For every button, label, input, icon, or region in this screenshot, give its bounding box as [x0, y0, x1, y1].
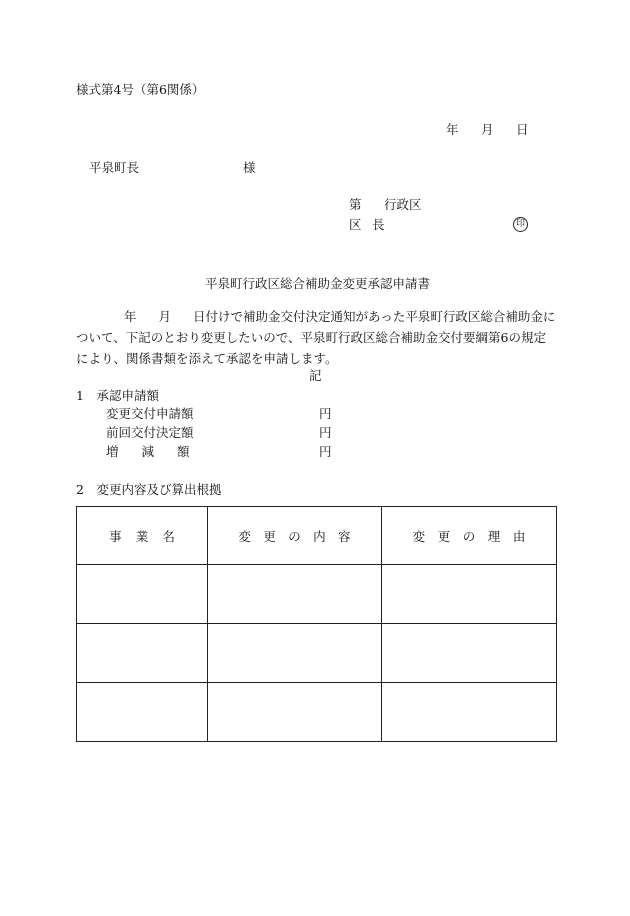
body-paragraph: [76, 306, 556, 369]
body-year: 年: [124, 309, 137, 324]
table-cell[interactable]: [77, 624, 208, 683]
body-month: 月: [158, 309, 172, 324]
row-unit-previous-amount: 円: [319, 425, 332, 440]
table-cell[interactable]: [382, 624, 557, 683]
district-prefix: 第: [349, 197, 362, 212]
row-label-change-amount: 変更交付申請額: [106, 406, 194, 421]
district-suffix: 行政区: [384, 197, 422, 212]
section1-heading: 1 承認申請額: [76, 388, 159, 403]
difference-char-2: 減: [141, 444, 155, 459]
table-cell[interactable]: [208, 624, 382, 683]
addressee-name: 平泉町長: [89, 160, 140, 175]
table-cell[interactable]: [382, 565, 557, 624]
table-cell[interactable]: [382, 683, 557, 742]
body-text: 日付けで補助金交付決定通知があった平泉町行政区総合補助金について、下記のとおり変更したいので、平泉町行政区総合補助金交付要綱第6の規定により、関係書類を添えて承認を申請します。: [76, 309, 556, 366]
applicant-title-2: 長: [372, 217, 385, 232]
difference-char-1: 増: [106, 444, 119, 459]
row-label-previous-amount: 前回交付決定額: [106, 425, 194, 440]
row-unit-change-amount: 円: [319, 406, 332, 421]
date-year: 年: [446, 122, 459, 137]
table-row: [77, 683, 557, 742]
difference-char-3: 額: [177, 444, 190, 459]
ki-marker: 記: [309, 368, 322, 383]
table-row: [77, 565, 557, 624]
row-label-difference: [106, 446, 190, 459]
table-cell[interactable]: [77, 565, 208, 624]
applicant-title-1: 区: [349, 217, 362, 232]
header-change-reason: 変 更 の 理 由: [382, 507, 557, 565]
table-row: [77, 624, 557, 683]
header-change-content: 変 更 の 内 容: [208, 507, 382, 565]
header-project-name: 事 業 名: [77, 507, 208, 565]
seal-mark: 印: [513, 217, 528, 232]
change-details-table: [76, 506, 557, 742]
document-title: 平泉町行政区総合補助金変更承認申請書: [205, 276, 431, 291]
row-unit-difference: 円: [319, 444, 332, 459]
form-number: 様式第4号（第6関係）: [76, 82, 205, 97]
table-cell[interactable]: [77, 683, 208, 742]
addressee-suffix: 様: [243, 160, 256, 175]
table-cell[interactable]: [208, 565, 382, 624]
date-month: 月: [481, 122, 494, 137]
date-day: 日: [516, 122, 529, 137]
table-header-row: [77, 507, 557, 565]
table-cell[interactable]: [208, 683, 382, 742]
section2-heading: 2 変更内容及び算出根拠: [76, 482, 222, 497]
